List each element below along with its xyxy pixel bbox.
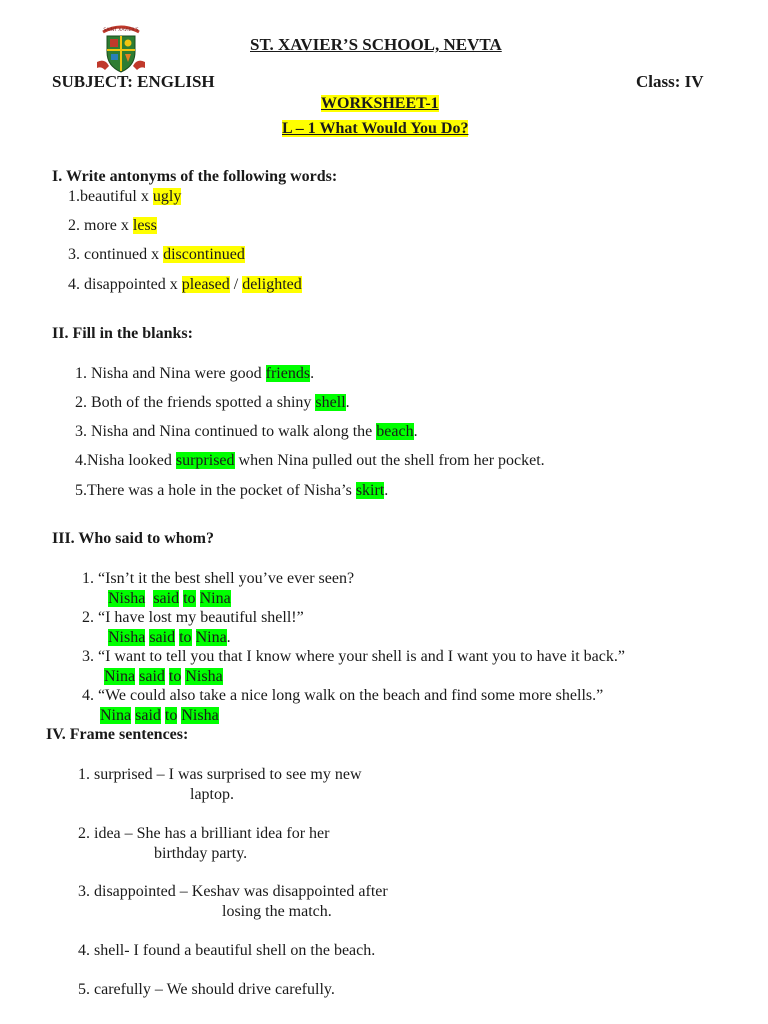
quote-line: 1. “Isn’t it the best shell you’ve ever seen?	[82, 570, 355, 587]
section1-heading: I. Write antonyms of the following words:	[52, 168, 338, 185]
sentence-line: 1. surprised – I was surprised to see my new	[78, 766, 362, 783]
answer: delighted	[242, 276, 302, 293]
quote-line: 3. “I want to tell you that I know where your shell is and I want you to have it back.”	[82, 648, 625, 665]
sentence-line: 4. shell- I found a beautiful shell on the beach.	[78, 942, 376, 959]
answer: friends	[265, 365, 311, 382]
answer: shell	[315, 394, 346, 411]
answer: less	[132, 217, 157, 234]
school-crest-logo	[95, 22, 147, 74]
section2-heading: II. Fill in the blanks:	[52, 325, 193, 342]
lesson-title: L – 1 What Would You Do?	[282, 120, 469, 137]
speaker-answer: Nisha said to Nina	[108, 590, 231, 607]
fill-blank-item: 2. Both of the friends spotted a shiny shell.	[75, 394, 350, 411]
antonym-item: 2. more x less	[68, 217, 157, 234]
fill-blank-item: 3. Nisha and Nina continued to walk along the beach.	[75, 423, 418, 440]
quote-line: 4. “We could also take a nice long walk on the beach and find some more shells.”	[82, 687, 604, 704]
fill-blank-item: 1. Nisha and Nina were good friends.	[75, 365, 315, 382]
sentence-line: 2. idea – She has a brilliant idea for her	[78, 825, 330, 842]
class-label: Class: IV	[636, 72, 704, 91]
speaker-answer: Nina said to Nisha	[100, 707, 219, 724]
school-name: ST. XAVIER’S SCHOOL, NEVTA	[250, 35, 502, 54]
crest-text: SAINT XAVIER'S	[103, 28, 139, 33]
antonym-item: 3. continued x discontinued	[68, 246, 245, 263]
fill-blank-item: 5.There was a hole in the pocket of Nisha’s skirt.	[75, 482, 389, 499]
speaker-answer: Nisha said to Nina.	[108, 629, 231, 646]
answer: beach	[376, 423, 414, 440]
speaker-answer: Nina said to Nisha	[104, 668, 223, 685]
answer: pleased	[181, 276, 230, 293]
antonym-item: 4. disappointed x pleased / delighted	[68, 276, 302, 293]
answer: skirt	[355, 482, 385, 499]
section3-heading: III. Who said to whom?	[52, 530, 214, 547]
subject-label: SUBJECT: ENGLISH	[52, 72, 215, 91]
answer: surprised	[175, 452, 235, 469]
sentence-line-cont: birthday party.	[154, 845, 248, 862]
sentence-line: 5. carefully – We should drive carefully.	[78, 981, 335, 998]
answer: discontinued	[163, 246, 245, 263]
section4-heading: IV. Frame sentences:	[46, 726, 189, 743]
sentence-line-cont: losing the match.	[222, 903, 332, 920]
quote-line: 2. “I have lost my beautiful shell!”	[82, 609, 304, 626]
fill-blank-item: 4.Nisha looked surprised when Nina pulled out the shell from her pocket.	[75, 452, 545, 469]
answer: ugly	[152, 188, 182, 205]
antonym-item: 1.beautiful x ugly	[68, 188, 182, 205]
worksheet-title: WORKSHEET-1	[321, 95, 439, 112]
sentence-line-cont: laptop.	[190, 786, 234, 803]
sentence-line: 3. disappointed – Keshav was disappointed after	[78, 883, 388, 900]
